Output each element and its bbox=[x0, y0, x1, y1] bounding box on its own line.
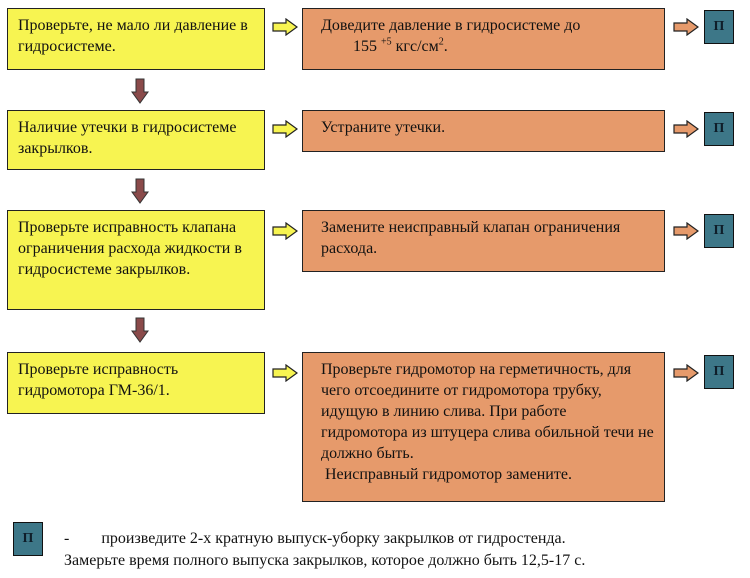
arrow-right-icon bbox=[673, 18, 699, 36]
marker-p bbox=[704, 112, 734, 146]
marker-p bbox=[704, 10, 734, 44]
sentence-end: . bbox=[443, 38, 448, 55]
check-box-hydromotor bbox=[7, 352, 265, 414]
marker-label: П bbox=[713, 223, 725, 238]
arrow-right-icon bbox=[272, 120, 298, 138]
legend-marker-p bbox=[13, 522, 43, 556]
action-extra-text: Неисправный гидромотор замените. bbox=[325, 466, 572, 483]
arrow-down-icon bbox=[131, 78, 149, 104]
marker-p bbox=[704, 214, 734, 248]
check-box-pressure bbox=[7, 8, 265, 70]
arrow-down-icon bbox=[131, 178, 149, 204]
action-box-leak bbox=[302, 110, 665, 152]
legend-line-1 bbox=[64, 528, 566, 549]
check-text: Проверьте, не мало ли давление в гидросистеме. bbox=[18, 17, 248, 55]
marker-label: П bbox=[713, 121, 725, 136]
check-text: Наличие утечки в гидросистеме закрылков. bbox=[18, 119, 237, 157]
legend-text-1: произведите 2-х кратную выпуск-уборку закрылков от гидростенда. bbox=[101, 530, 566, 547]
action-text: Проверьте гидромотор на герметичность, для чего отсоедините от гидромотора трубку, идущую в линию слива. При работе гидромотора из штуцера слива обильной течи не должно быть. bbox=[321, 361, 654, 462]
action-text: Замените неисправный клапан ограничения расхода. bbox=[321, 219, 621, 257]
pressure-tolerance: +5 bbox=[381, 36, 392, 48]
arrow-right-icon bbox=[272, 18, 298, 36]
action-text: Устраните утечки. bbox=[321, 119, 446, 136]
legend-text-2: Замерьте время полного выпуска закрылков, которое должно быть 12,5-17 с. bbox=[64, 552, 586, 569]
pressure-unit: кгс/см bbox=[391, 38, 439, 55]
check-box-valve bbox=[7, 210, 265, 310]
check-box-leak bbox=[7, 110, 265, 170]
action-box-pressure bbox=[302, 8, 665, 70]
arrow-right-icon bbox=[673, 364, 699, 382]
pressure-value: 155 bbox=[353, 38, 377, 55]
marker-p bbox=[704, 355, 734, 389]
legend-marker-label: П bbox=[22, 531, 34, 546]
marker-label: П bbox=[713, 364, 725, 379]
legend-dash: - bbox=[64, 530, 70, 547]
check-text: Проверьте исправность гидромотора ГМ-36/1. bbox=[18, 361, 179, 399]
arrow-right-icon bbox=[673, 222, 699, 240]
legend-line-2 bbox=[64, 550, 585, 571]
arrow-right-icon bbox=[673, 120, 699, 138]
arrow-right-icon bbox=[272, 364, 298, 382]
marker-label: П bbox=[713, 19, 725, 34]
arrow-right-icon bbox=[272, 222, 298, 240]
unit-exponent: 2 bbox=[438, 36, 444, 48]
action-box-hydromotor bbox=[302, 352, 665, 502]
action-value-line bbox=[313, 36, 654, 57]
action-box-valve bbox=[302, 210, 665, 272]
arrow-down-icon bbox=[131, 317, 149, 343]
check-text: Проверьте исправность клапана ограничения расхода жидкости в гидросистеме закрылков. bbox=[18, 219, 242, 278]
action-text: Доведите давление в гидросистеме до bbox=[321, 17, 581, 34]
